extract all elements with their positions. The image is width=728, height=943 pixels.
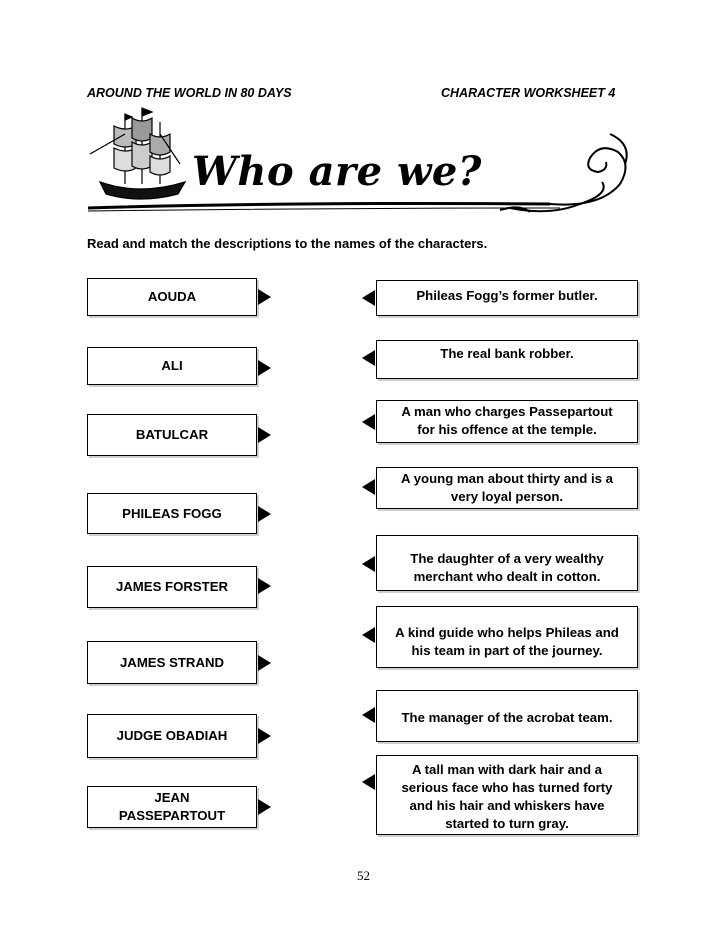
left-arrow-icon xyxy=(362,627,375,643)
description-line: A young man about thirty and is a xyxy=(401,471,613,486)
right-arrow-icon xyxy=(258,506,271,522)
description-box xyxy=(376,340,638,379)
left-arrow-icon xyxy=(362,290,375,306)
right-arrow-icon xyxy=(258,427,271,443)
left-arrow-icon xyxy=(362,774,375,790)
description-line: The daughter of a very wealthy xyxy=(410,551,604,566)
right-arrow-icon xyxy=(258,655,271,671)
worksheet-number: CHARACTER WORKSHEET 4 xyxy=(441,86,616,100)
description-line: The manager of the acrobat team. xyxy=(401,710,613,725)
name-label: PASSEPARTOUT xyxy=(118,808,226,823)
right-arrow-icon xyxy=(258,799,271,815)
ship-icon xyxy=(90,108,185,199)
description-line: A tall man with dark hair and a xyxy=(411,762,603,777)
description-line: merchant who dealt in cotton. xyxy=(413,569,601,584)
name-label: JAMES FORSTER xyxy=(115,579,229,594)
left-arrow-icon xyxy=(362,707,375,723)
description-line: for his offence at the temple. xyxy=(417,422,597,437)
name-box-james-forster xyxy=(87,566,257,608)
left-arrow-icon xyxy=(362,414,375,430)
description-line: and his hair and whiskers have xyxy=(409,798,605,813)
name-box-james-strand xyxy=(87,641,257,684)
left-arrow-icon xyxy=(362,556,375,572)
name-label: BATULCAR xyxy=(135,427,209,442)
description-line: A kind guide who helps Phileas and xyxy=(395,625,619,640)
name-box-aouda xyxy=(87,278,257,316)
left-arrow-icon xyxy=(362,350,375,366)
flourish-ornament xyxy=(500,134,627,212)
description-line: A man who charges Passepartout xyxy=(401,404,613,419)
instructions: Read and match the descriptions to the names of the characters. xyxy=(87,236,488,251)
right-arrow-icon xyxy=(258,578,271,594)
description-line: Phileas Fogg’s former butler. xyxy=(416,288,598,303)
description-box xyxy=(376,467,638,509)
description-line: his team in part of the journey. xyxy=(411,643,603,658)
description-line: started to turn gray. xyxy=(445,816,569,831)
right-arrow-icon xyxy=(258,360,271,376)
name-box-judge-obadiah xyxy=(87,714,257,758)
description-line: very loyal person. xyxy=(450,489,564,504)
page-number: 52 xyxy=(357,868,370,883)
right-arrow-icon xyxy=(258,289,271,305)
name-box-ali xyxy=(87,347,257,385)
description-box xyxy=(376,606,638,668)
description-box xyxy=(376,535,638,591)
description-box xyxy=(376,755,638,835)
name-label: PHILEAS FOGG xyxy=(122,505,222,521)
name-box-phileas-fogg xyxy=(87,493,257,534)
description-box xyxy=(376,400,638,443)
name-label: AOUDA xyxy=(147,289,197,304)
description-line: serious face who has turned forty xyxy=(401,780,613,795)
description-box xyxy=(376,280,638,316)
page-title: Who are we? xyxy=(192,148,482,195)
worksheet-book-title: AROUND THE WORLD IN 80 DAYS xyxy=(87,86,292,100)
right-arrow-icon xyxy=(258,728,271,744)
name-box-batulcar xyxy=(87,414,257,456)
description-line: The real bank robber. xyxy=(440,346,574,361)
name-label: JUDGE OBADIAH xyxy=(116,728,228,743)
description-box xyxy=(376,690,638,742)
name-label: JEAN xyxy=(154,790,190,805)
name-label: ALI xyxy=(161,358,183,373)
name-box-jean-passepartout xyxy=(87,786,257,828)
left-arrow-icon xyxy=(362,479,375,495)
name-label: JAMES STRAND xyxy=(119,654,225,670)
